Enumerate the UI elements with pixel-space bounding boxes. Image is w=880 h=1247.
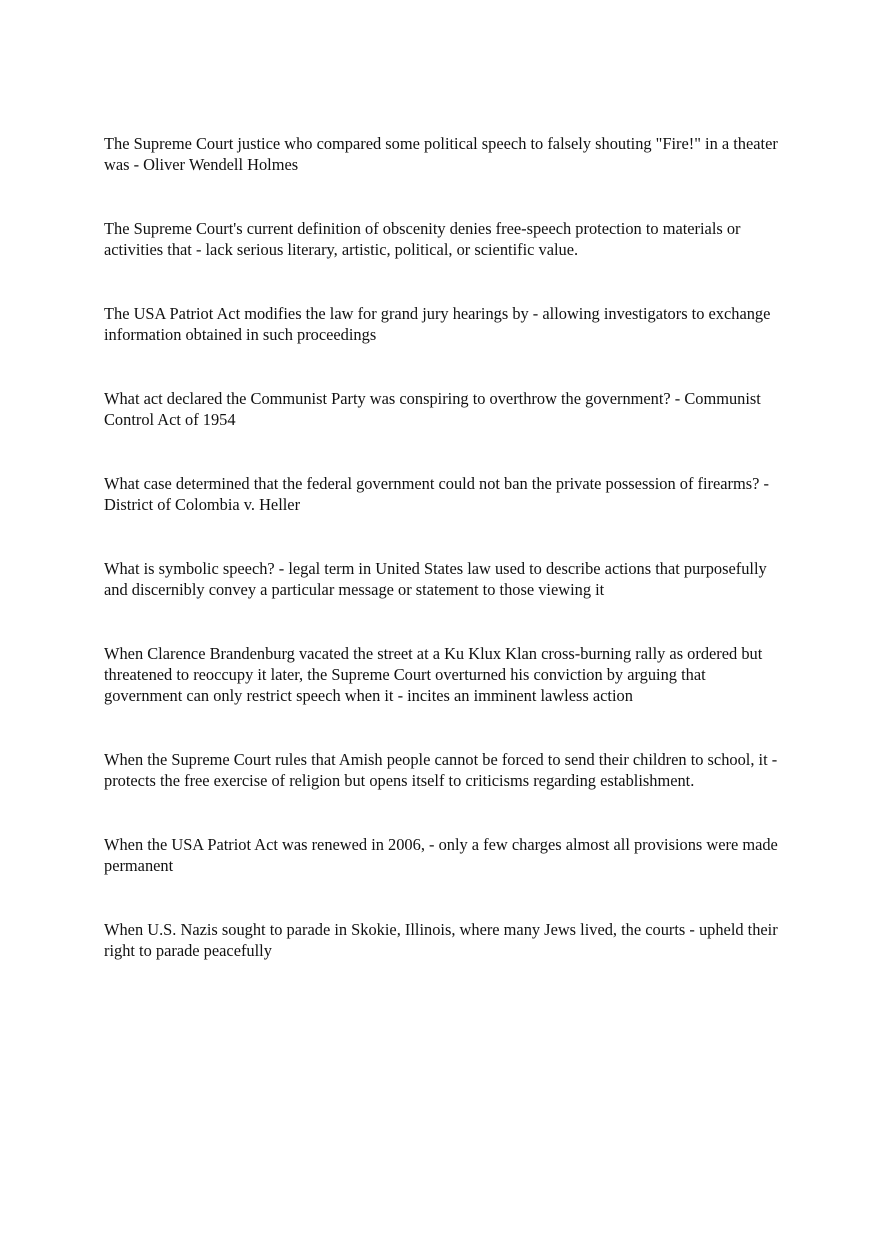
qa-item-obscenity: The Supreme Court's current definition of obscenity denies free-speech protection to materials or activities that - lack serious literary, artistic, political, or scientific value. [104,219,741,259]
qa-list [104,133,784,1004]
qa-item-heller: What case determined that the federal government could not ban the private possession of firearms? - District of Colombia v. Heller [104,474,769,514]
qa-item-skokie: When U.S. Nazis sought to parade in Skokie, Illinois, where many Jews lived, the courts - upheld their right to parade peacefully [104,920,778,960]
qa-item-communist-control: What act declared the Communist Party was conspiring to overthrow the government? - Communist Control Act of 1954 [104,389,761,429]
qa-item-holmes: The Supreme Court justice who compared some political speech to falsely shouting "Fire!" in a theater was - Oliver Wendell Holmes [104,134,778,174]
qa-item-patriot-renewal: When the USA Patriot Act was renewed in 2006, - only a few charges almost all provisions were made permanent [104,835,778,875]
qa-item-brandenburg: When Clarence Brandenburg vacated the street at a Ku Klux Klan cross-burning rally as ordered but threatened to reoccupy it later, the Supreme Court overturned his conviction by arguing that government can only restrict speech when it - incites an imminent lawless action [104,644,763,705]
qa-item-amish: When the Supreme Court rules that Amish people cannot be forced to send their children to school, it - protects the free exercise of religion but opens itself to criticisms regarding establishment. [104,750,778,790]
qa-item-patriot-grand-jury: The USA Patriot Act modifies the law for grand jury hearings by - allowing investigators to exchange information obtained in such proceedings [104,304,771,344]
qa-item-symbolic-speech: What is symbolic speech? - legal term in United States law used to describe actions that purposefully and discernibly convey a particular message or statement to those viewing it [104,559,767,599]
